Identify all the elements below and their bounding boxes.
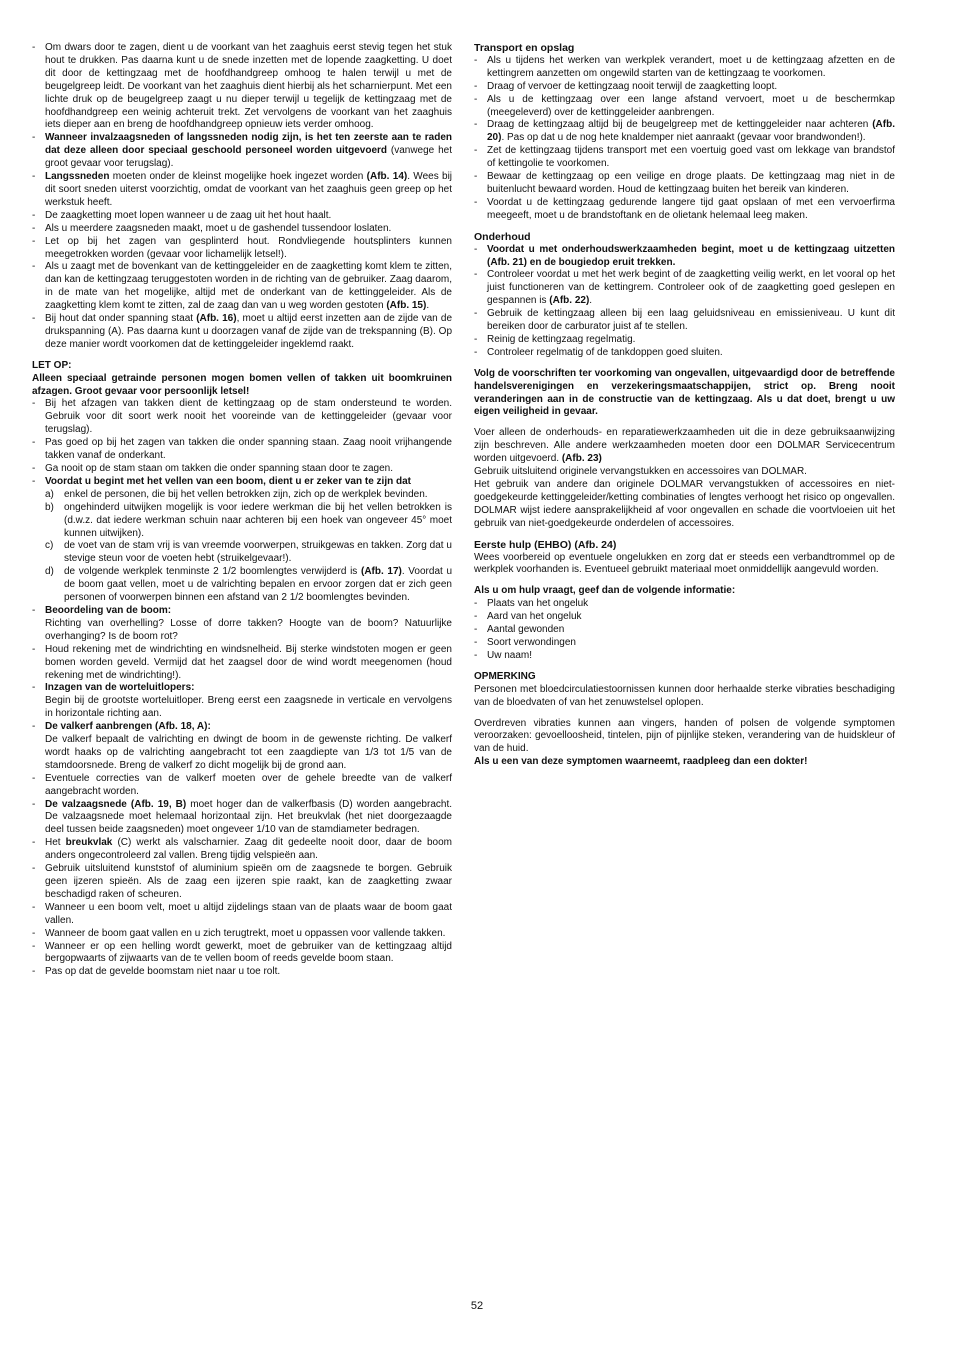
list-item-text: De valzaagsnede (Afb. 19, B) moet hoger dan de valkerfbasis (D) worden aangebracht. De valzaagsnede moet helemaal horizontaal zijn. Het breukvlak (het niet doorgezaagde deel tussen beide zaagsneden) moet ongeveer 1/10 van de stamdiameter bedragen.: [45, 798, 452, 836]
list-marker: -: [32, 966, 36, 978]
list-item-text: Wanneer u een boom velt, moet u altijd zijdelings staan van de plaats waar de boom gaat vallen.: [45, 901, 452, 926]
list-marker: -: [32, 643, 36, 655]
list-item-text: Let op bij het zagen van gesplinterd hout. Rondvliegende houtsplinters kunnen meegetrokken worden (gevaar voor lichamelijk letsel!).: [45, 235, 452, 260]
list-marker: -: [32, 235, 36, 247]
list-marker: -: [32, 940, 36, 952]
list-item: [32, 437, 452, 463]
list-marker: -: [474, 611, 478, 623]
paragraph: Gebruik uitsluitend originele vervangstukken en accessoires van DOLMAR.: [474, 466, 807, 478]
list-item: [474, 81, 895, 94]
left-column: [32, 42, 452, 979]
list-marker: -: [474, 269, 478, 281]
list-item-text: Om dwars door te zagen, dient u de voorkant van het zaaghuis eerst stevig tegen het stuk hout te drukken. Pas daarna kunt u de snede inzetten met de lopende zaagketting. U doet dit door de kettingzaag met de hoofdhandgreep omhoog te halen terwijl u met de beugelgreep leidt. De voorkant van het zaaghuis dient hierbij als het scharnierpunt. Met een lichte druk op de beugelgreep zaagt u nu dieper terwijl u tegelijk de kettingzaag met de hoofdhandgreep een weinig achteruit trekt. Zet vervolgens de voorkant van het zaaghuis iets dieper aan en breng de hoofdhandgreep opnieuw iets verder omhoog.: [45, 42, 452, 131]
list-item: [32, 863, 452, 902]
list-item: [32, 261, 452, 313]
list-marker: -: [32, 927, 36, 939]
list-marker: -: [32, 798, 36, 810]
list-item-text: Voordat u begint met het vellen van een boom, dient u er zeker van te zijn dat: [45, 475, 411, 487]
list-item-text: Uw naam!: [487, 649, 533, 661]
list-marker: -: [474, 54, 478, 66]
list-item: [32, 941, 452, 967]
section-heading: Onderhoud: [474, 230, 531, 243]
list-item: [32, 837, 452, 863]
paragraph: Personen met bloedcirculatiestoornissen kunnen door herhaalde sterke vibraties beschadiging van de bloedvaten of van het zenuwstelsel oplopen.: [474, 683, 895, 708]
page-number: 52: [470, 1300, 484, 1312]
list-marker: -: [474, 598, 478, 610]
list-item-text: Soort verwondingen: [487, 636, 576, 648]
list-marker: -: [474, 119, 478, 131]
list-item: [474, 611, 895, 624]
paragraph: OPMERKING: [474, 670, 536, 682]
list-marker: a): [45, 488, 54, 500]
list-item-text: Bij het afzagen van takken dient de kettingzaag op de stam ondersteund te worden. Gebruik voor dit soort werk nooit het vooreinde van de kettinggeleider (gevaar voor terugslag).: [45, 398, 452, 436]
list-marker: -: [32, 837, 36, 849]
paragraph: Het gebruik van andere dan originele DOLMAR vervangstukken of accessoires en niet-goedgekeurde kettinggeleider/ketting combinaties of lengtes verhoogt het risico op ongevallen. DOLMAR wijst iedere aansprakelijkheid af voor ongevallen en schade die voortvloeien uit het gebruik van niet-goedgekeurde onderdelen of accessoires.: [474, 479, 895, 529]
list-item-text: Voordat u met onderhoudswerkzaamheden begint, moet u de kettingzaag uitzetten (Afb. 21) en de bougiedop eruit trekken.: [487, 243, 895, 268]
list-marker: -: [32, 682, 36, 694]
list-item: [32, 644, 452, 683]
list-item: [32, 42, 452, 132]
sub-list-item: [45, 489, 452, 502]
list-item-text: enkel de personen, die bij het vellen betrokken zijn, zich op de werkplek bevinden.: [64, 488, 428, 500]
list-marker: -: [32, 863, 36, 875]
list-item-text: Draag of vervoer de kettingzaag nooit terwijl de zaagketting loopt.: [487, 80, 778, 92]
section-heading: Transport en opslag: [474, 42, 575, 54]
list-marker: -: [32, 313, 36, 325]
list-marker: -: [474, 333, 478, 345]
list-item: [474, 94, 895, 120]
list-item-text: Reinig de kettingzaag regelmatig.: [487, 333, 636, 345]
list-item: [474, 308, 895, 334]
list-item-text: Houd rekening met de windrichting en windsnelheid. Bij sterke windstoten mogen er geen bomen worden geveld. Vermijd dat het zaagsel door de wind wordt meegenomen (houd rekening met de windrichting!).: [45, 643, 452, 681]
list-marker: -: [32, 437, 36, 449]
paragraph: Voer alleen de onderhouds- en reparatiewerkzaamheden uit die in deze gebruiksaanwijzing zijn beschreven. Alle andere werkzaamheden moeten door een DOLMAR Servicecentrum worden uitgevoerd. (Afb. 23): [474, 427, 895, 465]
list-marker: -: [32, 209, 36, 221]
list-item: [32, 463, 452, 476]
list-item: [32, 398, 452, 437]
list-item: [474, 269, 895, 308]
list-item: [32, 966, 452, 979]
list-item-text: Plaats van het ongeluk: [487, 598, 589, 610]
paragraph: LET OP:: [32, 359, 72, 371]
list-item-text: Gebruik de kettingzaag alleen bij een laag geluidsniveau en emissieniveau. U kunt dit bereiken door de carburator juist af te stellen.: [487, 308, 895, 333]
list-item-text: Wanneer er op een helling wordt gewerkt, moet de gebruiker van de kettingzaag altijd bergopwaarts of zijwaarts van de te vellen boom of reeds gevelde boom staan.: [45, 940, 452, 965]
list-item-text: Controleer voordat u met het werk begint of de zaagketting veilig werkt, en let vooral op het juist functioneren van de kettingrem. Controleer ook of de zaagketting goed geslepen en gespannen is (Afb. 22).: [487, 269, 895, 307]
list-item: [32, 799, 452, 838]
list-item-text: Bij hout dat onder spanning staat (Afb. 16), moet u altijd eerst inzetten aan de zijde van de drukspanning (A). Pas daarna kunt u doorzagen vanaf de zijde van de trekspanning (B). Op deze manier wordt voorkomen dat de kettinggeleider ingeklemd raakt.: [45, 313, 453, 350]
paragraph: Wees voorbereid op eventuele ongelukken en zorg dat er steeds een verbandtrommel op de werkplek voorhanden is. Eventueel gebruikt materiaal moet onmiddellijk aangevuld worden.: [474, 551, 895, 576]
list-marker: -: [32, 398, 36, 410]
list-item-text: Draag de kettingzaag altijd bij de beugelgreep met de kettinggeleider naar achteren (Afb. 20). Pas op dat u de nog hete knaldemper niet aanraakt (gevaar voor brandwonden!).: [487, 119, 895, 144]
list-item: [474, 55, 895, 81]
list-item: [474, 119, 895, 145]
list-item-text: Inzagen van de worteluitlopers: Begin bij de grootste worteluitloper. Breng eerst een zaagsnede in verticale en vervolgens in horizontale richting aan.: [45, 682, 452, 720]
list-item-text: de volgende werkplek tenminste 2 1/2 boomlengtes verwijderd is (Afb. 17). Voordat u de boom gaat vellen, moet u de valrichting bepalen en ervoor zorgen dat er zich geen personen of voorwerpen binnen een afstand van 2 1/2 boomlengtes bevinden.: [64, 566, 453, 604]
list-item: [32, 773, 452, 799]
list-marker: -: [32, 475, 36, 487]
list-item-text: De valkerf aanbrengen (Afb. 18, A): De valkerf bepaalt de valrichting en dwingt de boom in de gewenste richting. De valkerf wordt haaks op de valrichting aangebracht tot een zaagdiepte van 1/3 tot 1/5 van de stamdoorsnede. Breng de valkerf zo dicht mogelijk bij de grond aan.: [45, 721, 452, 771]
list-marker: -: [474, 308, 478, 320]
list-item-text: Pas op dat de gevelde boomstam niet naar u toe rolt.: [45, 966, 281, 978]
list-marker: -: [474, 145, 478, 157]
list-marker: -: [32, 721, 36, 733]
list-item-text: Aard van het ongeluk: [487, 611, 582, 623]
list-item-text: Als u tijdens het werken van werkplek verandert, moet u de kettingzaag afzetten en de kettingrem aanzetten om ongewild starten van de kettingzaag te voorkomen.: [487, 54, 895, 79]
list-marker: -: [32, 42, 36, 53]
list-item: [32, 476, 452, 489]
paragraph: Als u een van deze symptomen waarneemt, raadpleeg dan een dokter!: [474, 756, 808, 768]
list-marker: -: [474, 171, 478, 183]
list-marker: c): [45, 540, 54, 552]
list-item-text: Het breukvlak (C) werkt als valscharnier. Zaag dit gedeelte nooit door, daar de boom anders ongecontroleerd zal vallen. Breng tijdig velspieën aan.: [45, 837, 452, 862]
list-item: [32, 902, 452, 928]
right-column: [474, 42, 895, 769]
list-item-text: Zet de kettingzaag tijdens transport met een voertuig goed vast om lekkage van brandstof of kettingolie te voorkomen.: [487, 145, 895, 170]
list-item: [32, 236, 452, 262]
list-item-text: Als u zaagt met de bovenkant van de kettinggeleider en de zaagketting komt klem te zitten, dan kan de kettingzaag teruggestoten worden in de richting van de gebruiker. Zaag daarom, in de mate van het mogelijke, altijd met de onderkant van de kettinggeleider. Als de zaagketting klem komt te zitten, zal de zaag dan van u weg worden gestoten (Afb. 15).: [45, 261, 452, 312]
list-item: [32, 928, 452, 941]
list-item: [474, 197, 895, 223]
list-item-text: Bewaar de kettingzaag op een veilige en droge plaats. De kettingzaag mag niet in de buitenlucht bewaard worden. Houd de kettingzaag buiten het bereik van kinderen.: [487, 171, 895, 195]
list-item: [474, 334, 895, 347]
list-item-text: Als u meerdere zaagsneden maakt, moet u de gashendel tussendoor loslaten.: [45, 222, 392, 234]
list-item: [32, 605, 452, 644]
list-item-text: Pas goed op bij het zagen van takken die onder spanning staan. Zaag nooit vrijhangende takken vanaf de onderkant.: [45, 437, 452, 462]
list-item: [474, 624, 895, 637]
list-item-text: Wanneer invalzaagsneden of langssneden nodig zijn, is het ten zeerste aan te raden dat deze alleen door speciaal geschoold personeel worden uitgevoerd (vanwege het groot gevaar voor terugslag).: [45, 132, 452, 170]
list-item-text: ongehinderd uitwijken mogelijk is voor iedere werkman die bij het vellen betrokken is (d.w.z. dat iedere werkman schuin naar achteren bij een hoek van ongeveer 45° moet kunnen uitwijken).: [64, 501, 452, 539]
sub-list-item: [45, 566, 452, 605]
list-item: [32, 210, 452, 223]
section-heading: Eerste hulp (EHBO) (Afb. 24): [474, 538, 617, 551]
list-marker: -: [32, 261, 36, 273]
list-item: [32, 132, 452, 171]
list-item-text: Langssneden moeten onder de kleinst mogelijke hoek ingezet worden (Afb. 14). Wees bij dit soort sneden uiterst voorzichtig, omdat de voorkant van het zaaghuis geen greep op het werkstuk heeft.: [45, 171, 453, 208]
list-item: [474, 637, 895, 650]
list-marker: b): [45, 501, 54, 513]
list-marker: -: [474, 636, 478, 648]
list-item-text: Voordat u de kettingzaag gedurende langere tijd gaat opslaan of met een vervoerfirma meegeeft, moet u de brandstoftank en de olietank helemaal leeg maken.: [487, 196, 895, 221]
list-item: [474, 598, 895, 611]
list-marker: -: [32, 222, 36, 234]
list-item-text: Als u de kettingzaag over een lange afstand vervoert, moet u de beschermkap (meegeleverd) over de kettinggeleider aanbrengen.: [487, 93, 895, 118]
list-marker: -: [32, 132, 36, 144]
list-item-text: Ga nooit op de stam staan om takken die onder spanning staan door te zagen.: [45, 463, 394, 474]
list-marker: -: [474, 346, 478, 358]
paragraph: Alleen speciaal getrainde personen mogen bomen vellen of takken uit boomkruinen afzagen. Groot gevaar voor persoonlijk letsel!: [32, 372, 452, 397]
paragraph: Volg de voorschriften ter voorkoming van ongevallen, uitgevaardigd door de betreffende handelsverenigingen en verzekeringsmaatschappijen, strict op. Breng nooit veranderingen aan in de constructie van de kettingzaag. Als u dat doet, brengt u uw eigen veiligheid in gevaar.: [474, 367, 895, 418]
list-marker: -: [32, 772, 36, 784]
list-marker: d): [45, 566, 54, 578]
list-marker: -: [32, 463, 36, 474]
list-item-text: Controleer regelmatig of de tankdoppen goed sluiten.: [487, 346, 723, 358]
list-item: [32, 171, 452, 210]
list-marker: -: [474, 624, 478, 636]
list-marker: -: [32, 171, 36, 183]
sub-list-item: [45, 540, 452, 566]
list-marker: -: [474, 196, 478, 208]
list-item-text: de voet van de stam vrij is van vreemde voorwerpen, struikgewas en takken. Zorg dat u stevige steun voor de voeten hebt (struikelgevaar!).: [64, 540, 452, 565]
paragraph: Overdreven vibraties kunnen aan vingers, handen of polsen de volgende symptomen veroorzaken: gevoelloosheid, tintelen, pijn of pijnlijke steken, verandering van de huidskleur of van de huid.: [474, 717, 895, 755]
list-marker: -: [474, 649, 478, 661]
list-item-text: Gebruik uitsluitend kunststof of aluminium spieën om de zaagsnede te borgen. Gebruik geen ijzeren spieën. Als de zaag een ijzeren spie raakt, kan de zaagketting zwaar beschadigd raken of scheuren.: [45, 863, 452, 900]
sub-list-item: [45, 502, 452, 541]
list-item: [474, 145, 895, 171]
list-item-text: Aantal gewonden: [487, 624, 565, 636]
list-item: [32, 313, 452, 352]
list-item-text: Eventuele correcties van de valkerf moeten over de gehele breedte van de valkerf aangebracht worden.: [45, 772, 452, 797]
list-item-text: Beoordeling van de boom: Richting van overhelling? Losse of dorre takken? Hoogte van de boom? Natuurlijke overhanging? Is de boom rot?: [45, 604, 452, 642]
list-item: [474, 650, 895, 663]
list-item: [474, 347, 895, 360]
list-marker: -: [474, 93, 478, 105]
list-item: [32, 223, 452, 236]
list-marker: -: [32, 604, 36, 616]
list-item-text: De zaagketting moet lopen wanneer u de zaag uit het hout haalt.: [45, 209, 332, 221]
list-item-text: Wanneer de boom gaat vallen en u zich terugtrekt, moet u oppassen voor vallende takken.: [45, 927, 446, 939]
list-item: [474, 244, 895, 270]
list-item: [32, 721, 452, 773]
paragraph: Als u om hulp vraagt, geef dan de volgende informatie:: [474, 585, 736, 597]
list-marker: -: [32, 901, 36, 913]
list-marker: -: [474, 243, 478, 255]
list-item: [474, 171, 895, 197]
list-item: [32, 682, 452, 721]
list-marker: -: [474, 80, 478, 92]
